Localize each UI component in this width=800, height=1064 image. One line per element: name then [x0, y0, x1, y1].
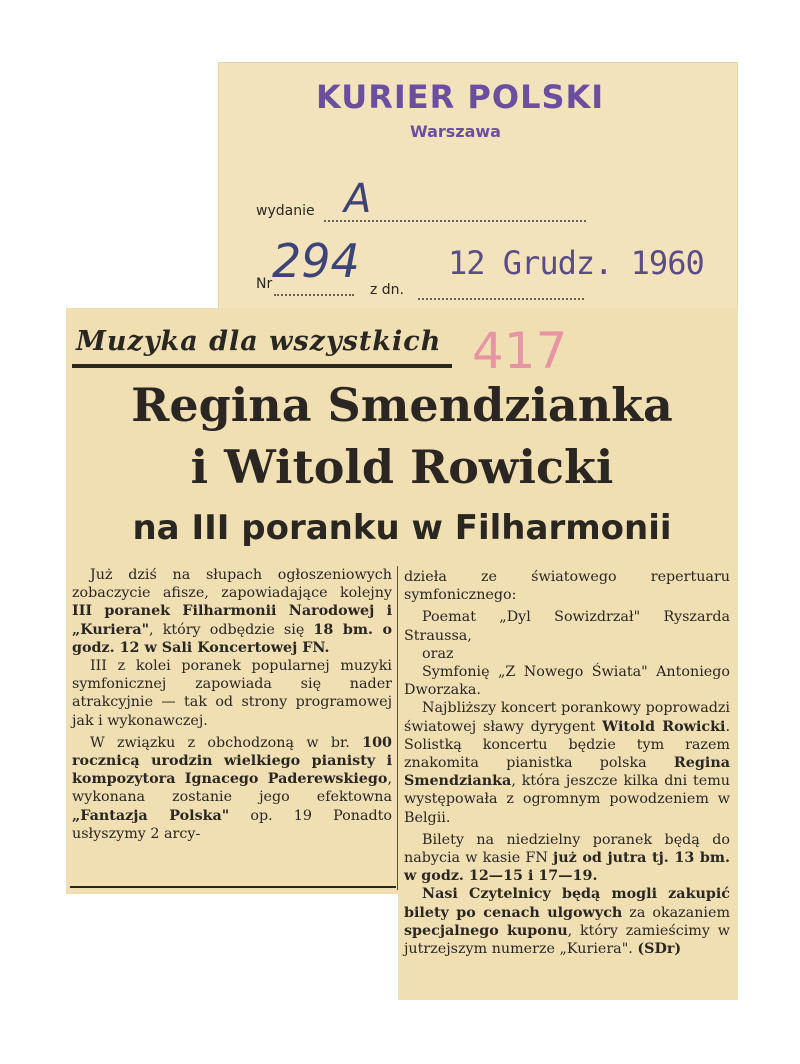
edition-handwritten: A — [344, 176, 372, 222]
edition-label: wydanie — [256, 203, 315, 219]
stamp-newspaper-title: KURIER POLSKI — [316, 78, 605, 116]
red-pencil-annotation: 417 — [472, 322, 568, 380]
number-dotted-line — [274, 294, 354, 296]
paragraph: Najbliższy koncert porankowy poprowadzi światowej sławy dyrygent Witold Rowicki. Solistką koncertu będzie tym razem znakomita pianistka polska Regina Smendzianka, która jeszcze kilka dni temu występowała z ogromnym powodzeniem w Belgii. — [404, 700, 730, 826]
paragraph: Poemat „Dyl Sowizdrzał" Ryszarda Straussa, — [404, 609, 730, 644]
article-column-left — [72, 566, 392, 843]
paragraph: Symfonię „Z Nowego Świata" Antoniego Dworzaka. — [404, 664, 730, 699]
kicker: Muzyka dla wszystkich — [76, 326, 442, 357]
headline-line-1: Regina Smendzianka — [131, 378, 673, 432]
number-label: Nr — [256, 276, 273, 292]
article-column-right — [404, 568, 730, 958]
date-dotted-line — [418, 298, 584, 300]
column-end-rule — [70, 886, 396, 888]
date-label: z dn. — [370, 282, 405, 298]
paragraph: dzieła ze światowego repertuaru symfonicznego: — [404, 569, 730, 604]
subheadline: na III poranku w Filharmonii — [132, 508, 672, 548]
paragraph: oraz — [422, 645, 454, 662]
number-handwritten: 294 — [272, 234, 360, 288]
paragraph: W związku z obchodzoną w br. 100 rocznicą urodzin wielkiego pianisty i kompozytora Ignacego Paderewskiego, wykonana zostanie jego efektowna „Fantazja Polska" op. 19 Ponadto usłyszymy 2 arcy- — [72, 734, 392, 842]
kicker-underline — [72, 364, 452, 368]
paragraph: Bilety na niedzielny poranek będą do nabycia w kasie FN już od jutra tj. 13 bm. w godz. 12—15 i 17—19. — [404, 831, 731, 885]
headline-line-2: i Witold Rowicki — [190, 440, 614, 494]
stamp-city: Warszawa — [410, 122, 501, 141]
paragraph: Już dziś na słupach ogłoszeniowych zobaczycie afisze, zapowiadające kolejny III poranek Filharmonii Narodowej i „Kuriera", który odbędzie się 18 bm. o godz. 12 w Sali Koncertowej FN. — [72, 567, 392, 656]
date-stamp: 12 Grudz. 1960 — [448, 244, 704, 282]
column-divider — [397, 566, 398, 890]
paragraph: III z kolei poranek popularnej muzyki symfonicznej zapowiada się nader atrakcyjnie — tak od strony programowej jak i wykonawczej. — [72, 658, 392, 729]
paragraph: Nasi Czytelnicy będą mogli zakupić bilety po cenach ulgowych za okazaniem specjalnego kuponu, który zamieścimy w jutrzejszym numerze „Kuriera". (SDr) — [404, 886, 731, 958]
